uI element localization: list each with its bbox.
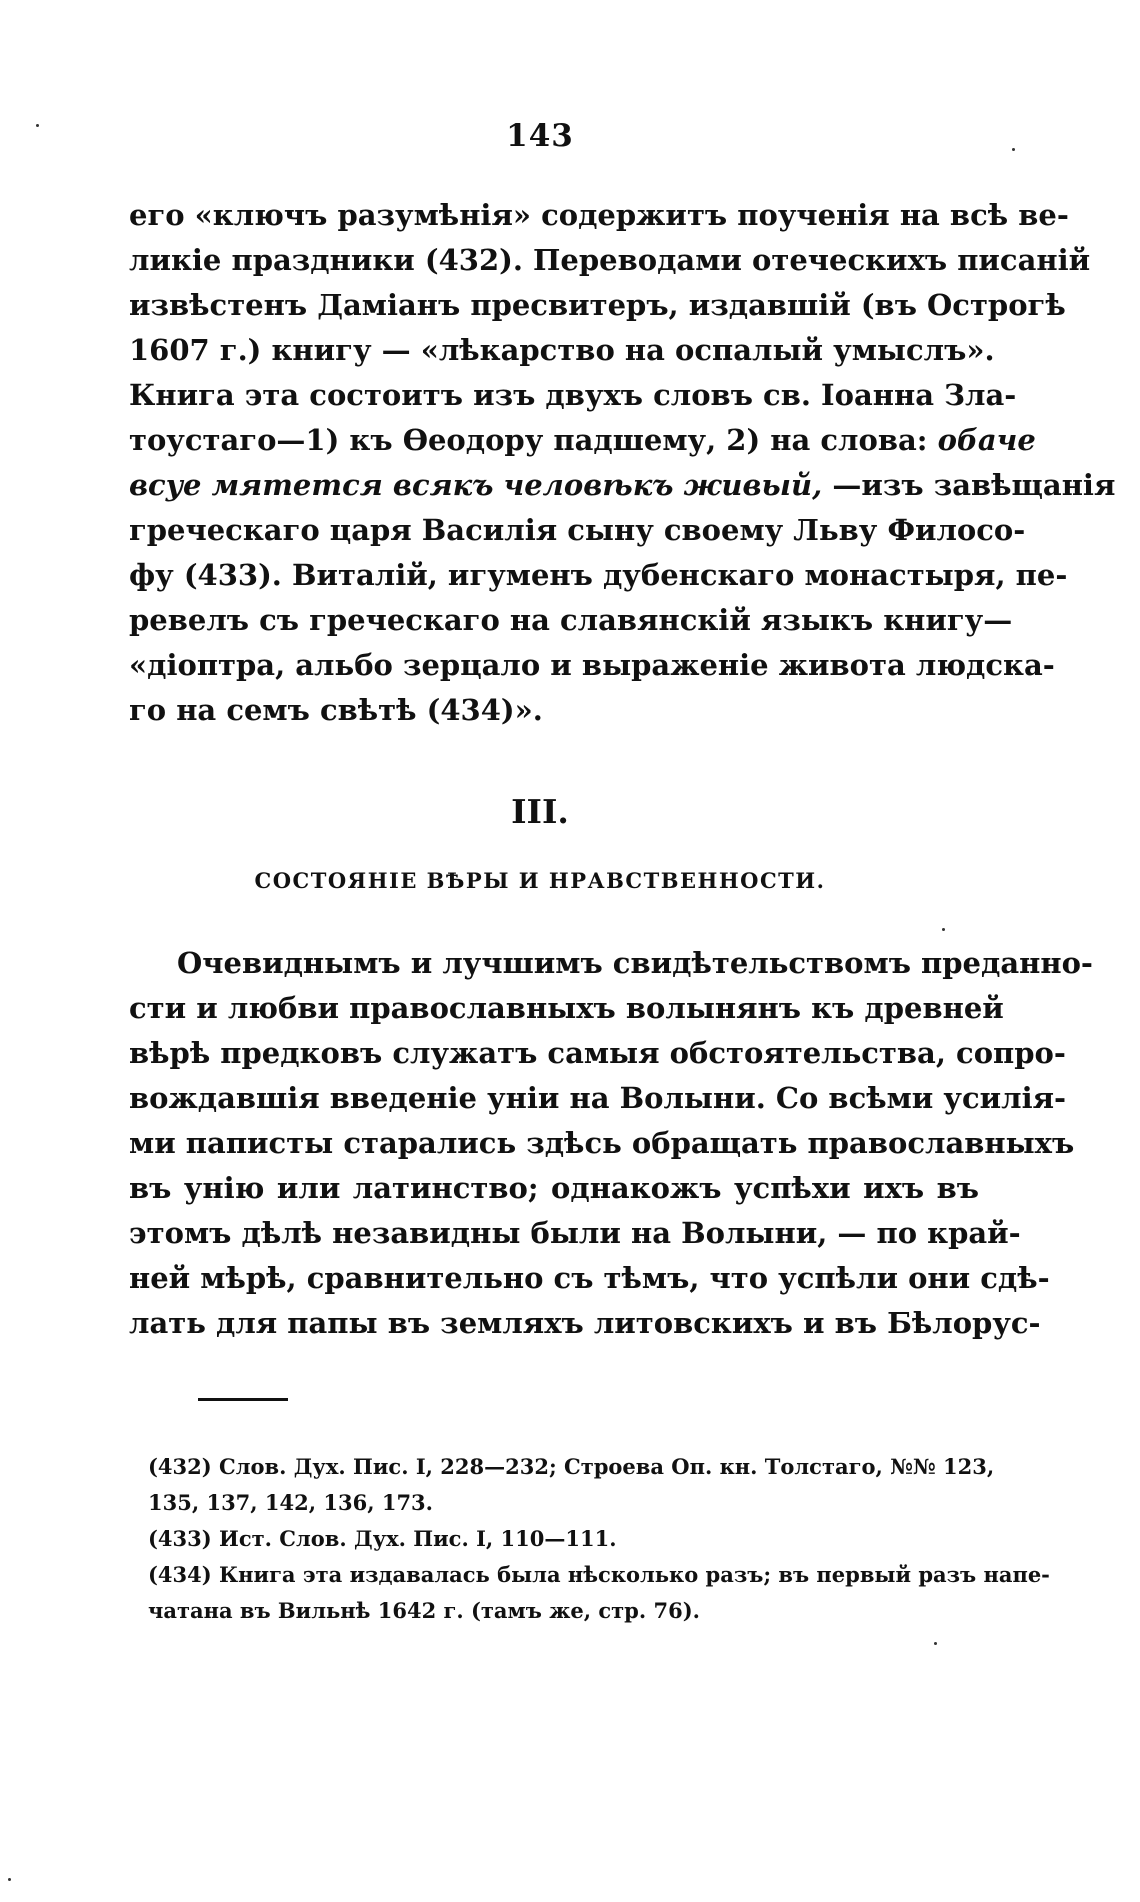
text-line: извѣстенъ Даміанъ пресвитеръ, издавшій (въ Острогѣ [129, 288, 1066, 322]
text-line: въ унію или латинство; однакожъ успѣхи ихъ въ [129, 1171, 979, 1205]
section-title: СОСТОЯНІЕ ВѢРЫ И НРАВСТВЕННОСТИ. [254, 868, 826, 893]
scan-speck [942, 928, 945, 931]
text-line: сти и любви православныхъ волынянъ къ древней [129, 991, 1004, 1025]
footnote-line: (432) Слов. Дух. Пис. I, 228—232; Строева Оп. кн. Толстаго, №№ 123, [148, 1454, 995, 1479]
text-line: ревелъ съ греческаго на славянскій языкъ книгу— [129, 603, 1013, 637]
footnote-line: чатана въ Вильнѣ 1642 г. (тамъ же, стр. 76). [148, 1598, 700, 1623]
section-number: III. [511, 792, 569, 831]
text-line: ликіе праздники (432). Переводами отеческихъ писаній [129, 243, 1091, 277]
text-line: «діоптра, альбо зерцало и выраженіе живота людска- [129, 648, 1055, 682]
footnotes [148, 1449, 1050, 1629]
footnote-line: (433) Ист. Слов. Дух. Пис. I, 110—111. [148, 1526, 617, 1551]
section-paragraph [129, 941, 1093, 1346]
text-line: его «ключъ разумѣнія» содержитъ поученія на всѣ ве- [129, 198, 1069, 232]
text-line: Очевиднымъ и лучшимъ свидѣтельствомъ преданно- [177, 946, 1093, 980]
text-line-with-italic [129, 463, 1116, 508]
text-line: фу (433). Виталій, игуменъ дубенскаго монастыря, пе- [129, 558, 1068, 592]
text-line: лать для папы въ земляхъ литовскихъ и въ Бѣлорус- [129, 1306, 1041, 1340]
scan-speck [934, 1642, 937, 1645]
text-line: Книга эта состоитъ изъ двухъ словъ св. Іоанна Зла- [129, 378, 1017, 412]
text-line: вѣрѣ предковъ служатъ самыя обстоятельства, сопро- [129, 1036, 1066, 1070]
footnote-divider [198, 1398, 288, 1401]
footnote-line: 135, 137, 142, 136, 173. [148, 1490, 433, 1515]
italic-quote: обаче [937, 423, 1036, 457]
scan-speck [36, 124, 39, 127]
text-line: ми паписты старались здѣсь обращать православныхъ [129, 1126, 1075, 1160]
italic-quote: всуе мятется всякъ человѣкъ живый, [129, 468, 823, 502]
text-line: этомъ дѣлѣ незавидны были на Волыни, — по край- [129, 1216, 1021, 1250]
text-line: вождавшія введеніе уніи на Волыни. Со всѣми усилія- [129, 1081, 1067, 1115]
text-line-with-italic [129, 418, 1036, 463]
top-paragraph [129, 193, 1116, 733]
text-line: греческаго царя Василія сыну своему Льву Филосо- [129, 513, 1026, 547]
scan-speck [8, 1878, 11, 1881]
text-line: 1607 г.) книгу — «лѣкарство на оспалый умыслъ». [129, 333, 995, 367]
text-line: ней мѣрѣ, сравнительно съ тѣмъ, что успѣли они сдѣ- [129, 1261, 1050, 1295]
footnote-line: (434) Книга эта издавалась была нѣсколько разъ; въ первый разъ напе- [148, 1562, 1050, 1587]
text-line: го на семъ свѣтѣ (434)». [129, 693, 543, 727]
page-number: 143 [506, 118, 574, 154]
text-segment: тоустаго—1) къ Ѳеодору падшему, 2) на слова: [129, 423, 928, 457]
text-segment: —изъ завѣщанія [832, 468, 1116, 502]
scan-speck [1012, 148, 1015, 151]
